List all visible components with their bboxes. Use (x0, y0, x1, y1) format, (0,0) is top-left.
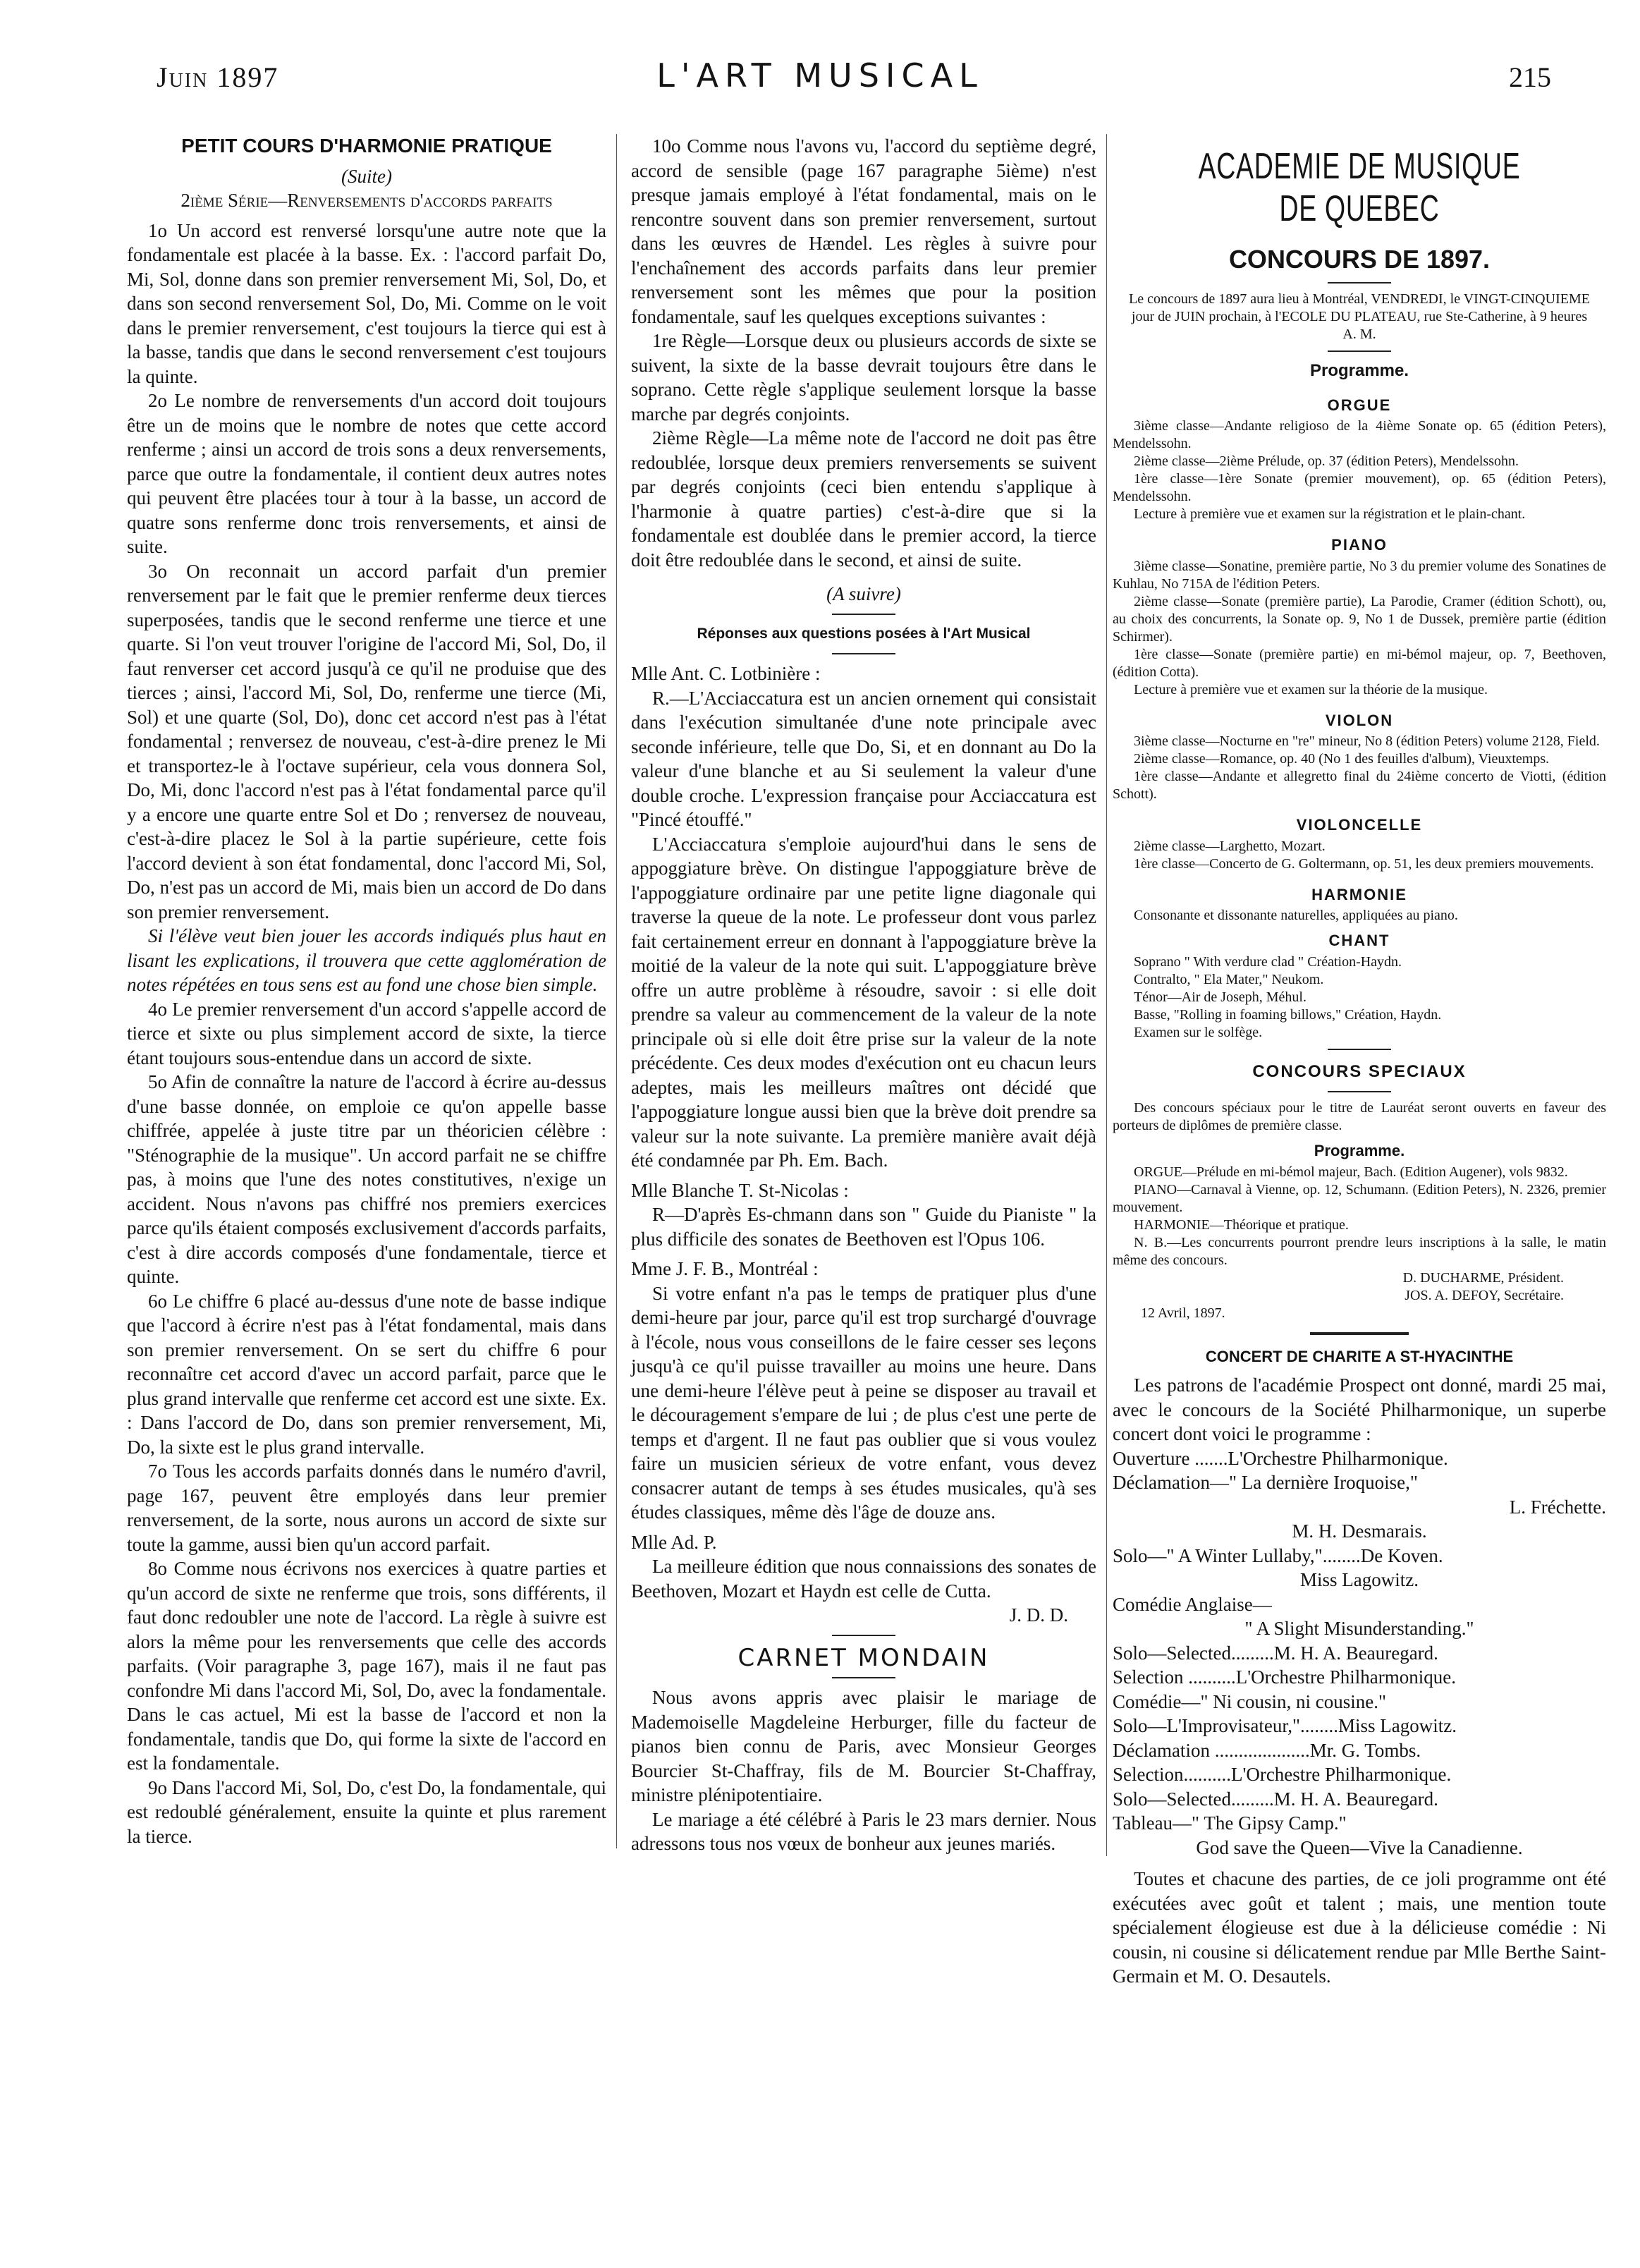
program-item: 1ère classe—Sonate (première partie) en mi-bémol majeur, op. 7, Beethoven, (édition Cotta). (1113, 646, 1606, 680)
paragraph: 3o On reconnait un accord parfait d'un premier renversement par le fait que le premier renferme deux tierces superposées, tandis que le second renferme une tierce et une quarte. Si l'on veut trouver l'origine de l'accord Mi, Sol, Do, il faut renverser cet accord jusqu'à ce qu'il ne produise que des tierces ; ainsi, l'accord Mi, Sol, Do, renferme une tierce (Mi, Sol) et une quarte (Sol, Do), donc cet accord n'est pas à l'état fondamental ; renversez de nouveau, c'est-à-dire prenez le Mi et transportez-le à l'octave supérieur, cela vous donnera Sol, Do, Mi, donc l'accord n'est pas à l'état fondamental parce qu'il y a encore une quarte entre Sol et Do ; renversez de nouveau, c'est-à-dire placez le Sol à la partie supérieure, cette fois l'accord devient à son état fondamental, donc l'accord Mi, Sol, Do, n'est pas un accord de Mi, mais bien un accord de Do dans son premier renversement. (127, 560, 606, 922)
paragraph: La meilleure édition que nous connaissions des sonates de Beethoven, Mozart et Haydn est celle de Cutta. (631, 1556, 1096, 1602)
section-heading: ORGUE (1327, 396, 1392, 414)
program-item: 1ère classe—Concerto de G. Goltermann, op. 51, les deux premiers mouvements. (1134, 855, 1594, 872)
program-item: 2ième classe—Romance, op. 40 (No 1 des feuilles d'album), Vieuxtemps. (1134, 751, 1550, 767)
program-item: Soprano " With verdure clad " Création-Haydn. (1134, 953, 1402, 970)
program-line: Miss Lagowitz. (1300, 1569, 1419, 1590)
journal-title: L'ART MUSICAL (656, 56, 984, 94)
program-item: Basse, "Rolling in foaming billows," Création, Haydn. (1134, 1006, 1442, 1023)
response-recipient: Mlle Ant. C. Lotbinière : (631, 663, 821, 684)
program-item: 2ième classe—2ième Prélude, op. 37 (édition Peters), Mendelssohn. (1134, 453, 1519, 469)
program-item: 1ère classe—1ère Sonate (premier mouvement), op. 65 (édition Peters), Mendelssohn. (1113, 471, 1606, 504)
section-heading: VIOLON (1325, 711, 1394, 729)
paragraph: 4o Le premier renversement d'un accord s'appelle accord de tierce et sixte ou plus simplement accord de sixte, la tierce étant toujours sous-entendue dans un accord de sixte. (127, 998, 606, 1068)
article-suite: (Suite) (341, 165, 392, 187)
signature-president: D. DUCHARME, Président. (1402, 1269, 1564, 1286)
paragraph: 2o Le nombre de renversements d'un accord doit toujours être un de moins que le nombre de notes que cette accord renferme ; ainsi un accord de trois sons a deux renversements, parce que outre la fondamentale, il contient deux autres notes qui peuvent être placées tour à tour à la basse, un accord de quatre sons renferme donc trois renversements, et ainsi de suite. (127, 390, 606, 557)
responses-signature: J. D. D. (1009, 1604, 1068, 1626)
paragraph: Nous avons appris avec plaisir le mariage de Mademoiselle Magdeleine Herburger, fille du facteur de pianos bien connu de Paris, avec Monsieur Georges Bourcier St-Chaffray, fils de M. Bourcier St-Chaffray, ministre plénipotentiaire. (631, 1687, 1096, 1805)
article-series: 2ième Série—Renversements d'accords parfaits (180, 190, 553, 211)
program-item: Contralto, " Ela Mater," Neukom. (1134, 971, 1324, 987)
speciaux-intro: Des concours spéciaux pour le titre de Lauréat seront ouverts en faveur des porteurs de diplômes de première classe. (1113, 1100, 1606, 1133)
program-line: Selection ..........L'Orchestre Philharmonique. (1113, 1666, 1457, 1688)
program-item: 3ième classe—Nocturne en "re" mineur, No 8 (édition Peters) volume 2128, Field. (1134, 733, 1600, 749)
program-item: Ténor—Air de Joseph, Méhul. (1134, 989, 1307, 1005)
divider (1328, 1049, 1391, 1050)
divider (1328, 282, 1391, 284)
divider (832, 1635, 895, 1636)
concert-close: Toutes et chacune des parties, de ce joli programme ont été exécutées avec goût et talent ; mais, une mention toute spécialement élogieuse est due à la délicieuse comédie : Ni cousin, ni cousine si délicatement rendue par Mlle Berthe Saint-Germain et M. O. Desautels. (1113, 1868, 1606, 1987)
program-line: L. Fréchette. (1509, 1496, 1606, 1518)
program-item: 3ième classe—Sonatine, première partie, No 3 du premier volume des Sonatines de Kuhlau, No 715A de l'édition Peters. (1113, 558, 1606, 592)
program-line: Selection..........L'Orchestre Philharmonique. (1113, 1764, 1452, 1785)
program-item: PIANO—Carnaval à Vienne, op. 12, Schumann. (Edition Peters), N. 2326, premier mouvement. (1113, 1181, 1606, 1215)
column-harmony-course (127, 134, 617, 1848)
paragraph: 9o Dans l'accord Mi, Sol, Do, c'est Do, la fondamentale, qui est redoublé généralement, ensuite la quinte et plus rarement la tierce. (127, 1776, 606, 1847)
paragraph: R.—L'Acciaccatura est un ancien ornement qui consistait dans l'exécution simultanée d'une note principale avec seconde inférieure, telle que Do, Si, et en donnant au Do la valeur d'une blanche et au Si seulement la valeur d'une double croche. L'expression française pour Acciaccatura est "Pincé étouffé." (631, 687, 1096, 830)
section-heading: PIANO (1331, 536, 1388, 554)
program-line: Solo—Selected.........M. H. A. Beauregard. (1113, 1642, 1438, 1664)
paragraph: 6o Le chiffre 6 placé au-dessus d'une note de basse indique que l'accord à écrire n'est pas à l'état fondamental, mais dans son premier renversement. On se sert du chiffre 6 pour reconnaître cet accord d'avec un accord parfait, parce que le plus grand intervalle que renferme cet accord est une sixte. Ex. : Dans l'accord de Do, dans son premier renversement, Mi, Do, la sixte est le plus grand intervalle. (127, 1290, 606, 1458)
article-title: PETIT COURS D'HARMONIE PRATIQUE (181, 135, 552, 157)
paragraph: R—D'après Es-chmann dans son " Guide du Pianiste " la plus difficile des sonates de Beethoven est l'Opus 106. (631, 1204, 1096, 1250)
paragraph: 1re Règle—Lorsque deux ou plusieurs accords de sixte se suivent, la sixte de la basse devrait toujours être dans le soprano. Cette règle s'applique seulement lorsque la basse marche par degrés conjoints. (631, 330, 1096, 425)
concours-title: CONCOURS DE 1897. (1228, 245, 1491, 274)
program-line: M. H. Desmarais. (1292, 1520, 1427, 1542)
page-number: 215 (1509, 61, 1551, 93)
date-line: 12 Avril, 1897. (1141, 1305, 1225, 1321)
program-item: HARMONIE—Théorique et pratique. (1134, 1217, 1349, 1233)
program-item: 2ième classe—Sonate (première partie), La Parodie, Cramer (édition Schott), ou, au choix des concurrents, la Sonate op. 9, No 1 de Dussek, première partie (édition Schirmer). (1113, 593, 1606, 645)
program-line: God save the Queen—Vive la Canadienne. (1196, 1836, 1523, 1858)
program-line: Solo—L'Improvisateur,"........Miss Lagowitz. (1113, 1715, 1457, 1736)
program-line: Solo—" A Winter Lullaby,"........De Koven. (1113, 1544, 1443, 1566)
program-item: 2ième classe—Larghetto, Mozart. (1134, 838, 1326, 854)
response-recipient: Mlle Blanche T. St-Nicolas : (631, 1179, 849, 1201)
program-line: Ouverture .......L'Orchestre Philharmonique. (1113, 1447, 1448, 1469)
paragraph: Si votre enfant n'a pas le temps de pratiquer plus d'une demi-heure par jour, parce qu'il est trop surchargé d'ouvrage à l'école, nous vous conseillons de le faire cesser ses leçons jusqu'à ce qu'il puisse travailler au moins une heure. Dans une demi-heure l'élève peut à peine se disposer au travail et le découragement s'empare de lui ; de plus c'est une perte de temps et d'argent. Il ne faut pas oublier que si vous voulez faire un musicien sérieux de votre enfant, vous devez consacrer autant de temps à ses études musicales, qu'à ses études classiques, même dès l'âge de douze ans. (631, 1282, 1096, 1523)
program-line: Déclamation ....................Mr. G. Tombs. (1113, 1739, 1421, 1761)
program-item: Examen sur le solfège. (1134, 1024, 1263, 1040)
paragraph: 1o Un accord est renversé lorsqu'une autre note que la fondamentale est placée à la basse. Ex. : l'accord parfait Do, Mi, Sol, donne dans son premier renversement Mi, Sol, Do, et dans son second renversement Sol, Do, Mi. Comme on le voit dans le premier renversement, c'est toujours la tierce qui est à la basse, tandis que dans le second renversement c'est toujours la quinte. (127, 219, 606, 387)
paragraph: Le mariage a été célébré à Paris le 23 mars dernier. Nous adressons tous nos vœux de bonheur aux jeunes mariés. (631, 1808, 1096, 1854)
paragraph: Si l'élève veut bien jouer les accords indiqués plus haut en lisant les explications, il trouvera que cette agglomération de notes répétées en tous sens est au fond une chose bien simple. (127, 925, 606, 995)
program-item: Lecture à première vue et examen sur la régistration et le plain-chant. (1134, 506, 1526, 522)
responses-title: Réponses aux questions posées à l'Art Musical (697, 625, 1031, 642)
program-line: Comédie—" Ni cousin, ni cousine." (1113, 1690, 1386, 1712)
speciaux-programme: Programme. (1314, 1142, 1405, 1159)
paragraph: 5o Afin de connaître la nature de l'accord à écrire au-dessus d'une basse donnée, on emploie ce qu'on appelle basse chiffrée, appelée à juste titre par un théoricien célèbre : "Sténographie de la musique". Un accord parfait ne se chiffre pas, à moins que l'une des notes constitutives, n'exige un accident. Nous n'avons pas chiffré nos premiers exercices parce qu'ils étaient composés exclusivement d'accords parfaits, c'est à dire accords composés d'une fondamentale, tierce et quinte. (127, 1071, 606, 1287)
paragraph: L'Acciaccatura s'emploie aujourd'hui dans le sens de appoggiature brève. On distingue l'appoggiature brève de l'appoggiature ordinaire par une petite ligne diagonale qui traverse la queue de la note. Le professeur dont vous parlez fait certainement erreur en donnant à l'appoggiature brève la moitié de la valeur de la note qui suit. L'appoggiature brève offre un autre problème à résoudre, savoir : si elle doit prendre sa valeur au commencement de la valeur de la note principale où si elle doit être prise sur la valeur de la note précédente. Ces deux modes d'exécution ont eu chacun leurs adeptes, mais les meilleurs maîtres ont décidé que l'appoggiature longue aussi bien que la brève doit prendre sa valeur sur la note suivante. La première manière avait déjà été condamnée par Ph. Em. Bach. (631, 833, 1096, 1171)
divider (1328, 350, 1391, 352)
paragraph: 10o Comme nous l'avons vu, l'accord du septième degré, accord de sensible (page 167 paragraphe 5ième) n'est presque jamais employé à l'état fondamental, mais on le rencontre souvent dans son premier renversement, surtout dans les œuvres de Hændel. Les règles à suivre pour l'enchaînement des accords parfaits dans leur premier renversement sont les mêmes que pour la position fondamentale, sauf les quelques exceptions suivantes : (631, 135, 1096, 327)
program-item: ORGUE—Prélude en mi-bémol majeur, Bach. (Edition Augener), vols 9832. (1134, 1164, 1568, 1180)
section-heading: VIOLONCELLE (1296, 816, 1423, 834)
program-line: Comédie Anglaise— (1113, 1593, 1272, 1615)
section-heading: HARMONIE (1311, 885, 1407, 903)
paragraph: 7o Tous les accords parfaits donnés dans le numéro d'avril, page 167, peuvent être employés dans leur premier renversement, de la sorte, nous aurons un accord de sixte sur toute la gamme, aussi bien qu'un accord parfait. (127, 1461, 606, 1555)
divider (832, 614, 895, 615)
programme-title: Programme. (1309, 361, 1409, 380)
academy-title: ACADEMIE DE MUSIQUE DE QUEBEC (1198, 146, 1521, 229)
paragraph: 8o Comme nous écrivons nos exercices à quatre parties et qu'un accord de sixte ne renferme que trois, sons différents, il faut donc redoubler une note de l'accord. La règle à suivre est alors la même pour les renversements que celle des accords parfaits. (Voir paragraphe 3, page 167), mais il ne faut pas confondre Mi dans l'accord Mi, Sol, Do, avec la fondamentale. Dans le cas actuel, Mi est la basse de l'accord et non la fondamentale, tandis que Do, qui forme la sixte de l'accord en est la fondamentale. (127, 1558, 606, 1774)
program-item: N. B.—Les concurrents pourront prendre leurs inscriptions à la salle, le matin même des concours. (1113, 1234, 1606, 1268)
response-recipient: Mlle Ad. P. (631, 1531, 717, 1553)
column-responses (631, 134, 1107, 1856)
program-line: Solo—Selected.........M. H. A. Beauregard. (1113, 1788, 1438, 1810)
signature-secretary: JOS. A. DEFOY, Secrétaire. (1405, 1287, 1564, 1303)
program-line: Déclamation—" La dernière Iroquoise," (1113, 1472, 1418, 1493)
program-item: 3ième classe—Andante religioso de la 4ième Sonate op. 65 (édition Peters), Mendelssohn. (1113, 418, 1606, 451)
program-item: Lecture à première vue et examen sur la théorie de la musique. (1134, 681, 1488, 697)
concert-intro: Les patrons de l'académie Prospect ont donné, mardi 25 mai, avec le concours de la Société Philharmonique, un superbe concert dont voici le programme : (1113, 1374, 1606, 1444)
program-line: " A Slight Misunderstanding." (1244, 1618, 1474, 1639)
paragraph: 2ième Règle—La même note de l'accord ne doit pas être redoublée, lorsque deux premiers renversements se suivent par degrés conjoints (ceci bien entendu s'applique à l'harmonie à quatre parties) c'est-à-dire que si la fondamentale est doublée dans le premier accord, la tierce doit être redoublée dans le second, et ainsi de suite. (631, 427, 1096, 571)
response-recipient: Mme J. F. B., Montréal : (631, 1258, 819, 1279)
divider (832, 653, 895, 654)
ornament-divider (1310, 1332, 1409, 1335)
program-item: 1ère classe—Andante et allegretto final du 24ième concerto de Viotti, (édition Schott). (1113, 769, 1606, 802)
a-suivre: (A suivre) (826, 583, 901, 604)
section-heading: CHANT (1328, 932, 1390, 949)
concours-intro: Le concours de 1897 aura lieu à Montréal, VENDREDI, le VINGT-CINQUIEME jour de JUIN prochain, à l'ECOLE DU PLATEAU, rue Ste-Catherine, à 9 heures A. M. (1129, 291, 1590, 342)
speciaux-title: CONCOURS SPECIAUX (1252, 1061, 1467, 1081)
column-academy (1113, 141, 1606, 1989)
program-line: Tableau—" The Gipsy Camp." (1113, 1812, 1347, 1834)
divider (832, 1677, 895, 1678)
carnet-title: CARNET MONDAIN (738, 1643, 990, 1672)
divider (1328, 1091, 1391, 1092)
program-item: Consonante et dissonante naturelles, appliquées au piano. (1134, 908, 1458, 923)
concert-title: CONCERT DE CHARITE A ST-HYACINTHE (1205, 1347, 1514, 1365)
issue-date: Juin 1897 (157, 61, 279, 93)
